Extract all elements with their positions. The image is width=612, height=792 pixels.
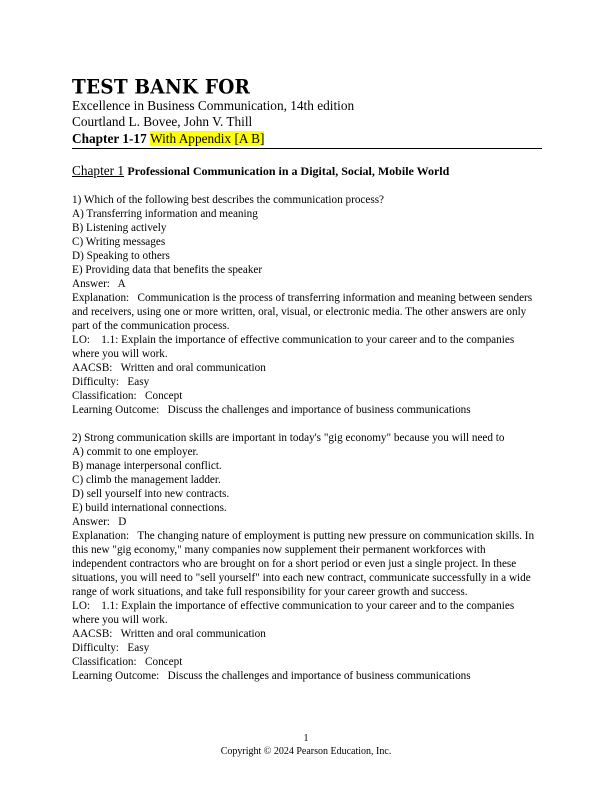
answer-key: Answer: A (72, 278, 126, 290)
answer-option: C) Writing messages (72, 236, 166, 248)
difficulty: Difficulty: Easy (72, 376, 150, 388)
aacsb: AACSB: Written and oral communication (72, 362, 266, 374)
chapter-title: Professional Communication in a Digital, Social, Mobile World (127, 164, 450, 178)
book-title: Excellence in Business Communication, 14th edition (72, 98, 355, 113)
answer-option: E) Providing data that benefits the speaker (72, 264, 263, 276)
answer-key: Answer: D (72, 516, 127, 528)
banner-heading: TEST BANK FOR (72, 76, 251, 99)
learning-objective: LO: 1.1: Explain the importance of effective communication to your career and to the companies where you will work. (72, 334, 517, 360)
learning-objective: LO: 1.1: Explain the importance of effective communication to your career and to the companies where you will work. (72, 600, 517, 626)
difficulty: Difficulty: Easy (72, 642, 150, 654)
answer-option: B) manage interpersonal conflict. (72, 460, 222, 472)
question-text: 2) Strong communication skills are important in today's "gig economy" because you will need to (72, 432, 505, 444)
chapters-range-line (72, 131, 542, 149)
learning-outcome: Learning Outcome: Discuss the challenges and importance of business communications (72, 404, 471, 416)
copyright-notice: Copyright © 2024 Pearson Education, Inc. (220, 746, 392, 757)
explanation: Explanation: Communication is the process of transferring information and meaning between senders and receivers, using one or more written, oral, visual, or electronic media. The other answers are only part of the communication process. (72, 292, 535, 332)
question-text: 1) Which of the following best describes the communication process? (72, 194, 385, 206)
page-number: 1 (303, 733, 309, 744)
chapter-heading (72, 163, 542, 179)
classification: Classification: Concept (72, 656, 183, 668)
answer-option: D) sell yourself into new contracts. (72, 488, 230, 500)
chapter-label: Chapter 1 (72, 163, 125, 178)
answer-option: C) climb the management ladder. (72, 474, 221, 486)
document-page (72, 76, 542, 683)
question-block (72, 431, 542, 683)
answer-option: B) Listening actively (72, 222, 167, 234)
explanation: Explanation: The changing nature of employment is putting new pressure on communication skills. In this new "gig economy," many companies now supplement their permanent workforces with independent contractors who are brought on for a short period or even just a single project. In these situations, you will need to "sell yourself" into each new contract, communicate successfully in a wide range of work situations, and take full responsibility for your career growth and success. (72, 530, 537, 598)
appendix-highlight: With Appendix [A B] (150, 131, 265, 146)
answer-option: A) commit to one employer. (72, 446, 199, 458)
answer-option: E) build international connections. (72, 502, 227, 514)
answer-option: A) Transferring information and meaning (72, 208, 258, 220)
aacsb: AACSB: Written and oral communication (72, 628, 266, 640)
answer-option: D) Speaking to others (72, 250, 170, 262)
chapters-label: Chapter 1-17 (72, 131, 147, 146)
question-block (72, 193, 542, 417)
authors: Courtland L. Bovee, John V. Thill (72, 113, 253, 129)
classification: Classification: Concept (72, 390, 183, 402)
learning-outcome: Learning Outcome: Discuss the challenges and importance of business communications (72, 670, 471, 682)
